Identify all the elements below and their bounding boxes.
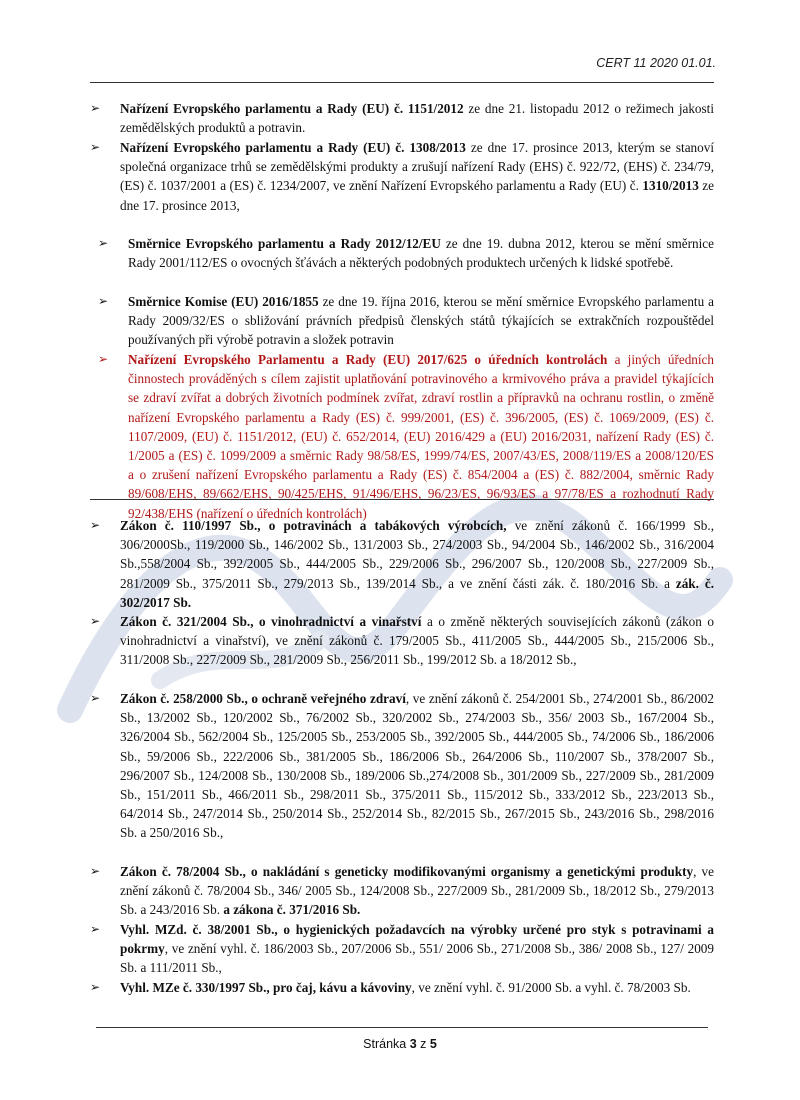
arrow-bullet-icon: ➢ xyxy=(98,352,109,366)
header-divider xyxy=(90,82,714,83)
arrow-bullet-icon: ➢ xyxy=(90,864,101,878)
list-item: ➢ Směrnice Komise (EU) 2016/1855 ze dne 19. října 2016, kterou se mění směrnice Evropského parlamentu a Rady 2009/32/ES o sbližování právních předpisů členských států týkajících se extrakčních rozpouštědel používaných při výrobě potravin a složek potravin xyxy=(98,294,714,348)
list-item: ➢ Zákon č. 321/2004 Sb., o vinohradnictví a vinařství a o změně některých souvisejících zákonů (zákon o vinohradnictví a vinařství), ve znění zákonů č. 179/2005 Sb., 411/2005 Sb., 444/2005 Sb., 215/2006 Sb., 311/2008 Sb., 227/2009 Sb., 281/2009 Sb., 256/2011 Sb., 199/2012 Sb. a 18/2012 Sb., xyxy=(90,614,714,668)
arrow-bullet-icon: ➢ xyxy=(90,614,101,628)
arrow-bullet-icon: ➢ xyxy=(98,236,109,250)
list-item: ➢ Zákon č. 110/1997 Sb., o potravinách a tabákových výrobcích, ve znění zákonů č. 166/1999 Sb., 306/2000Sb., 119/2000 Sb., 146/2002 Sb., 131/2003 Sb., 274/2003 Sb., 94/2004 Sb., 146/2002 Sb., 316/2004 Sb.,558/2004 Sb., 392/2005 Sb., 444/2005 Sb., 229/2006 Sb., 296/2007 Sb., 120/2008 Sb., 227/2009 Sb., 281/2009 Sb., 375/2011 Sb., 279/2013 Sb., 139/2014 Sb., a ve znění části zák. č. 180/2016 Sb. a zák. č. 302/2017 Sb. xyxy=(90,518,714,610)
list-item: ➢ Vyhl. MZd. č. 38/2001 Sb., o hygienických požadavcích na výrobky určené pro styk s potravinami a pokrmy, ve znění vyhl. č. 186/2003 Sb., 207/2006 Sb., 551/ 2006 Sb., 271/2008 Sb., 386/ 2008 Sb., 127/ 2009 Sb. a 111/2011 Sb., xyxy=(90,922,714,976)
list-item: ➢ Zákon č. 78/2004 Sb., o nakládání s geneticky modifikovanými organismy a genetickými produkty, ve znění zákonů č. 78/2004 Sb., 346/ 2005 Sb., 124/2008 Sb., 227/2009 Sb., 281/2009 Sb., 18/2012 Sb., 279/2013 Sb. a 243/2016 Sb. a zákona č. 371/2016 Sb. xyxy=(90,864,714,918)
list-item: ➢ Nařízení Evropského parlamentu a Rady (EU) č. 1151/2012 ze dne 21. listopadu 2012 o režimech jakosti zemědělských produktů a potravin. xyxy=(90,101,714,136)
arrow-bullet-icon: ➢ xyxy=(90,101,101,115)
page-number: Stránka 3 z 5 xyxy=(363,1037,437,1051)
list-item-highlighted: ➢ Nařízení Evropského Parlamentu a Rady (EU) 2017/625 o úředních kontrolách a jiných úředních činnostech prováděných s cílem zajistit uplatňování potravinového a krmivového práva a pravidel týkajících se zdraví zvířat a dobrých životních podmínek zvířat, zdraví rostlin a přípravků na ochranu rostlin, o změně nařízení Evropského parlamentu a Rady (ES) č. 999/2001, (ES) č. 396/2005, (ES) č. 1069/2009, (ES) č. 1107/2009, (EU) č. 1151/2012, (EU) č. 652/2014, (EU) 2016/429 a (EU) 2016/2031, nařízení Rady (ES) č. 1/2005 a (ES) č. 1099/2009 a směrnic Rady 98/58/ES, 1999/74/ES, 2007/43/ES, 2008/119/ES a 2008/120/ES a o zrušení nařízení Evropského parlamentu a Rady (ES) č. 854/2004 a (ES) č. 882/2004, směrnic Rady 89/608/EHS, 89/662/EHS, 90/425/EHS, 91/496/EHS, 96/23/ES, 96/93/ES a 97/78/ES a rozhodnutí Rady 92/438/EHS (nařízení o úředních kontrolách) xyxy=(98,352,715,521)
arrow-bullet-icon: ➢ xyxy=(90,140,101,154)
arrow-bullet-icon: ➢ xyxy=(98,294,109,308)
arrow-bullet-icon: ➢ xyxy=(90,922,101,936)
list-item: ➢ Zákon č. 258/2000 Sb., o ochraně veřejného zdraví, ve znění zákonů č. 254/2001 Sb., 274/2001 Sb., 86/2002 Sb., 13/2002 Sb., 120/2002 Sb., 76/2002 Sb., 320/2002 Sb., 274/2003 Sb., 356/ 2003 Sb., 167/2004 Sb., 326/2004 Sb., 562/2004 Sb., 125/2005 Sb., 253/2005 Sb., 392/2005 Sb., 444/2005 Sb., 74/2006 Sb., 186/2006 Sb., 59/2006 Sb., 222/2006 Sb., 381/2005 Sb., 186/2006 Sb., 264/2006 Sb., 110/2007 Sb., 378/2007 Sb., 296/2007 Sb., 124/2008 Sb., 130/2008 Sb., 189/2006 Sb.,274/2008 Sb., 301/2009 Sb., 227/2009 Sb., 281/2009 Sb., 151/2011 Sb., 466/2011 Sb., 298/2011 Sb., 375/2011 Sb., 115/2012 Sb., 333/2012 Sb., 223/2013 Sb., 64/2014 Sb., 247/2014 Sb., 250/2014 Sb., 252/2014 Sb., 82/2015 Sb., 267/2015 Sb., 243/2016 Sb., 298/2016 Sb. a 250/2016 Sb., xyxy=(90,691,714,841)
arrow-bullet-icon: ➢ xyxy=(90,980,101,994)
section-divider xyxy=(90,499,714,500)
list-item: ➢ Vyhl. MZe č. 330/1997 Sb., pro čaj, kávu a kávoviny, ve znění vyhl. č. 91/2000 Sb. a vyhl. č. 78/2003 Sb. xyxy=(120,978,714,997)
list-item: ➢ Nařízení Evropského parlamentu a Rady (EU) č. 1308/2013 ze dne 17. prosince 2013, kterým se stanoví společná organizace trhů se zemědělskými produkty a zrušují nařízení Rady (EHS) č. 922/72, (EHS) č. 234/79, (ES) č. 1037/2001 a (ES) č. 1234/2007, ve znění Nařízení Evropského parlamentu a Rady (EU) č. 1310/2013 ze dne 17. prosince 2013, xyxy=(90,140,715,213)
arrow-bullet-icon: ➢ xyxy=(90,518,101,532)
arrow-bullet-icon: ➢ xyxy=(90,691,101,705)
list-item: ➢ Směrnice Evropského parlamentu a Rady 2012/12/EU ze dne 19. dubna 2012, kterou se mění směrnice Rady 2001/112/ES o ovocných šťávách a některých podobných produktech určených k lidské spotřebě. xyxy=(98,236,714,271)
document-code: CERT 11 2020 01.01. xyxy=(596,56,716,70)
footer-divider xyxy=(96,1027,708,1028)
